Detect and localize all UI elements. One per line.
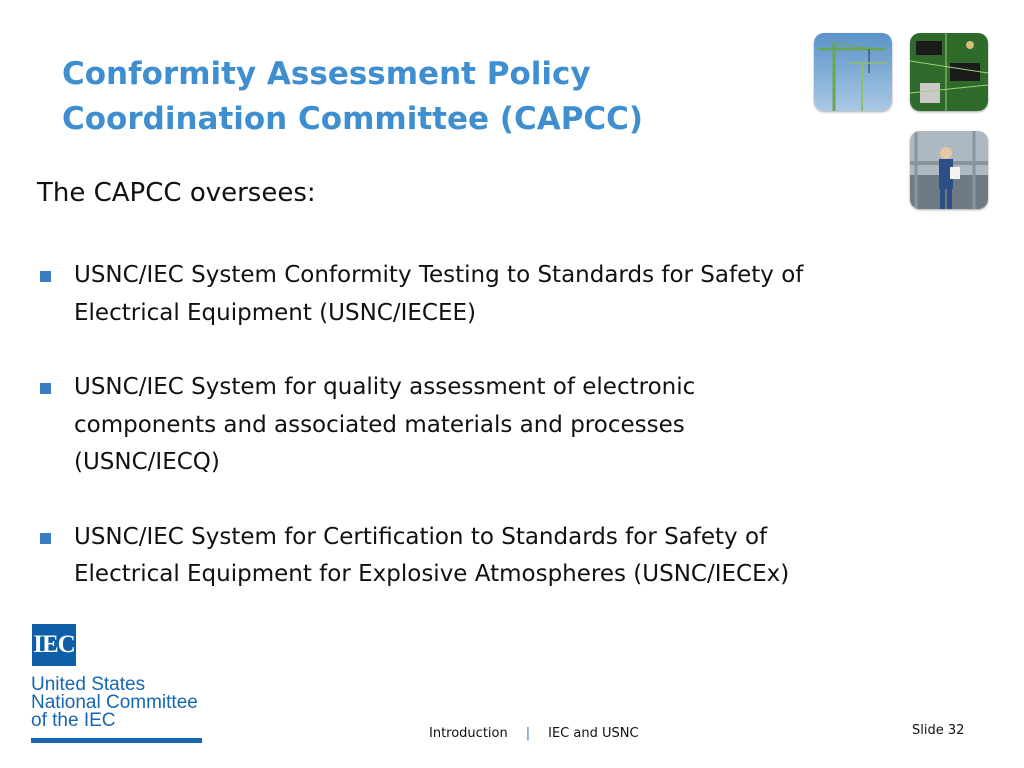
circuit-board-photo bbox=[910, 33, 988, 111]
bullet-text: USNC/IEC System for Certification to Standards for Safety of bbox=[74, 523, 768, 550]
brand-divider bbox=[31, 738, 202, 743]
organization-name-line: National Committee bbox=[31, 692, 198, 713]
bullet-item bbox=[36, 257, 936, 332]
bullet-text: Electrical Equipment (USNC/IECEE) bbox=[74, 299, 477, 326]
engineer-with-clipboard-photo bbox=[910, 131, 988, 209]
bullet-text: (USNC/IECQ) bbox=[74, 449, 220, 475]
footer-topic: IEC and USNC bbox=[548, 726, 639, 741]
bullet-item bbox=[36, 519, 936, 594]
bullet-text: components and associated materials and processes bbox=[74, 411, 685, 438]
square-bullet-icon bbox=[40, 533, 51, 544]
bullet-text: USNC/IEC System for quality assessment of electronic bbox=[74, 374, 696, 400]
bullet-text: Electrical Equipment for Explosive Atmospheres (USNC/IECEx) bbox=[74, 561, 790, 587]
footer-separator: | bbox=[525, 726, 531, 741]
slide-title bbox=[62, 52, 643, 142]
bullet-item bbox=[36, 369, 936, 482]
organization-name-line: of the IEC bbox=[31, 710, 116, 731]
organization-name bbox=[31, 676, 198, 730]
slide-title-line: Conformity Assessment Policy bbox=[62, 56, 591, 92]
footer-section: Introduction bbox=[429, 726, 508, 741]
iec-logo: IEC bbox=[32, 624, 76, 666]
square-bullet-icon bbox=[40, 271, 51, 282]
bullet-text: USNC/IEC System Conformity Testing to Standards for Safety of bbox=[74, 262, 804, 288]
footer-breadcrumb bbox=[429, 726, 639, 741]
slide-title-line: Coordination Committee (CAPCC) bbox=[62, 101, 644, 137]
intro-text: The CAPCC oversees: bbox=[37, 178, 316, 208]
bullet-list bbox=[36, 257, 936, 631]
construction-crane-photo bbox=[814, 33, 892, 111]
slide-number: Slide 32 bbox=[912, 723, 965, 738]
square-bullet-icon bbox=[40, 383, 51, 394]
organization-name-line: United States bbox=[31, 674, 146, 695]
